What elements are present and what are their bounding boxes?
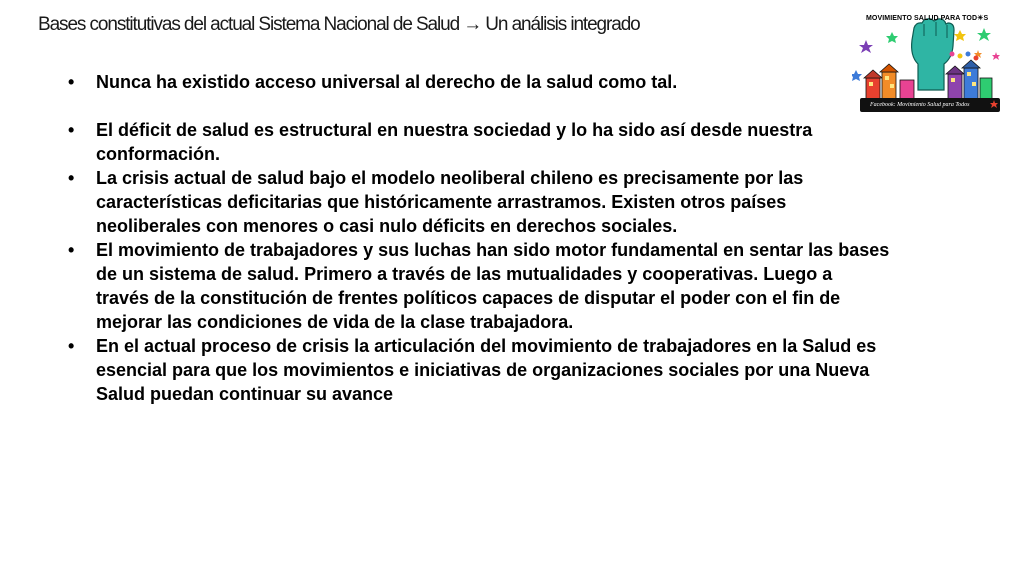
bullet-list [60, 70, 890, 406]
bullet-item: • La crisis actual de salud bajo el modelo neoliberal chileno es precisamente por las características deficitarias que históricamente arrastramos. Existen otros países neoliberales con menores o casi nulo déficits en derechos sociales. [60, 166, 890, 238]
house-icon [900, 80, 914, 100]
house-icon [980, 78, 992, 100]
movement-logo [852, 10, 1004, 118]
star-icon [859, 40, 873, 53]
bullet-item: • El déficit de salud es estructural en nuestra sociedad y lo ha sido así desde nuestra conformación. [60, 118, 890, 166]
star-icon [954, 30, 966, 41]
house-icon [866, 78, 880, 100]
slide-title: Bases constitutivas del actual Sistema Nacional de Salud → Un análisis integrado [38, 14, 640, 35]
bullet-item: • En el actual proceso de crisis la articulación del movimiento de trabajadores en la Salud es esencial para que los movimientos e iniciativas de organizaciones sociales por una Nueva Salud puedan continuar su avance [60, 334, 890, 406]
star-icon [992, 52, 1000, 60]
logo-name: MOVIMIENTO SALUD PARA TOD☀S [866, 15, 989, 22]
house-icon [948, 74, 962, 100]
star-icon [977, 28, 991, 41]
star-icon [852, 70, 862, 81]
bullet-item: • Nunca ha existido acceso universal al derecho de la salud como tal. [60, 70, 890, 94]
logo-caption: Facebook: Movimiento Salud para Todos [870, 102, 970, 108]
star-icon [886, 32, 898, 43]
bullet-item: • El movimiento de trabajadores y sus luchas han sido motor fundamental en sentar las bases de un sistema de salud. Primero a través de las mutualidades y cooperativas. Luego a través de la constitución de frentes políticos capaces de disputar el poder con el fin de mejorar las condiciones de vida de la clase trabajadora. [60, 238, 890, 334]
